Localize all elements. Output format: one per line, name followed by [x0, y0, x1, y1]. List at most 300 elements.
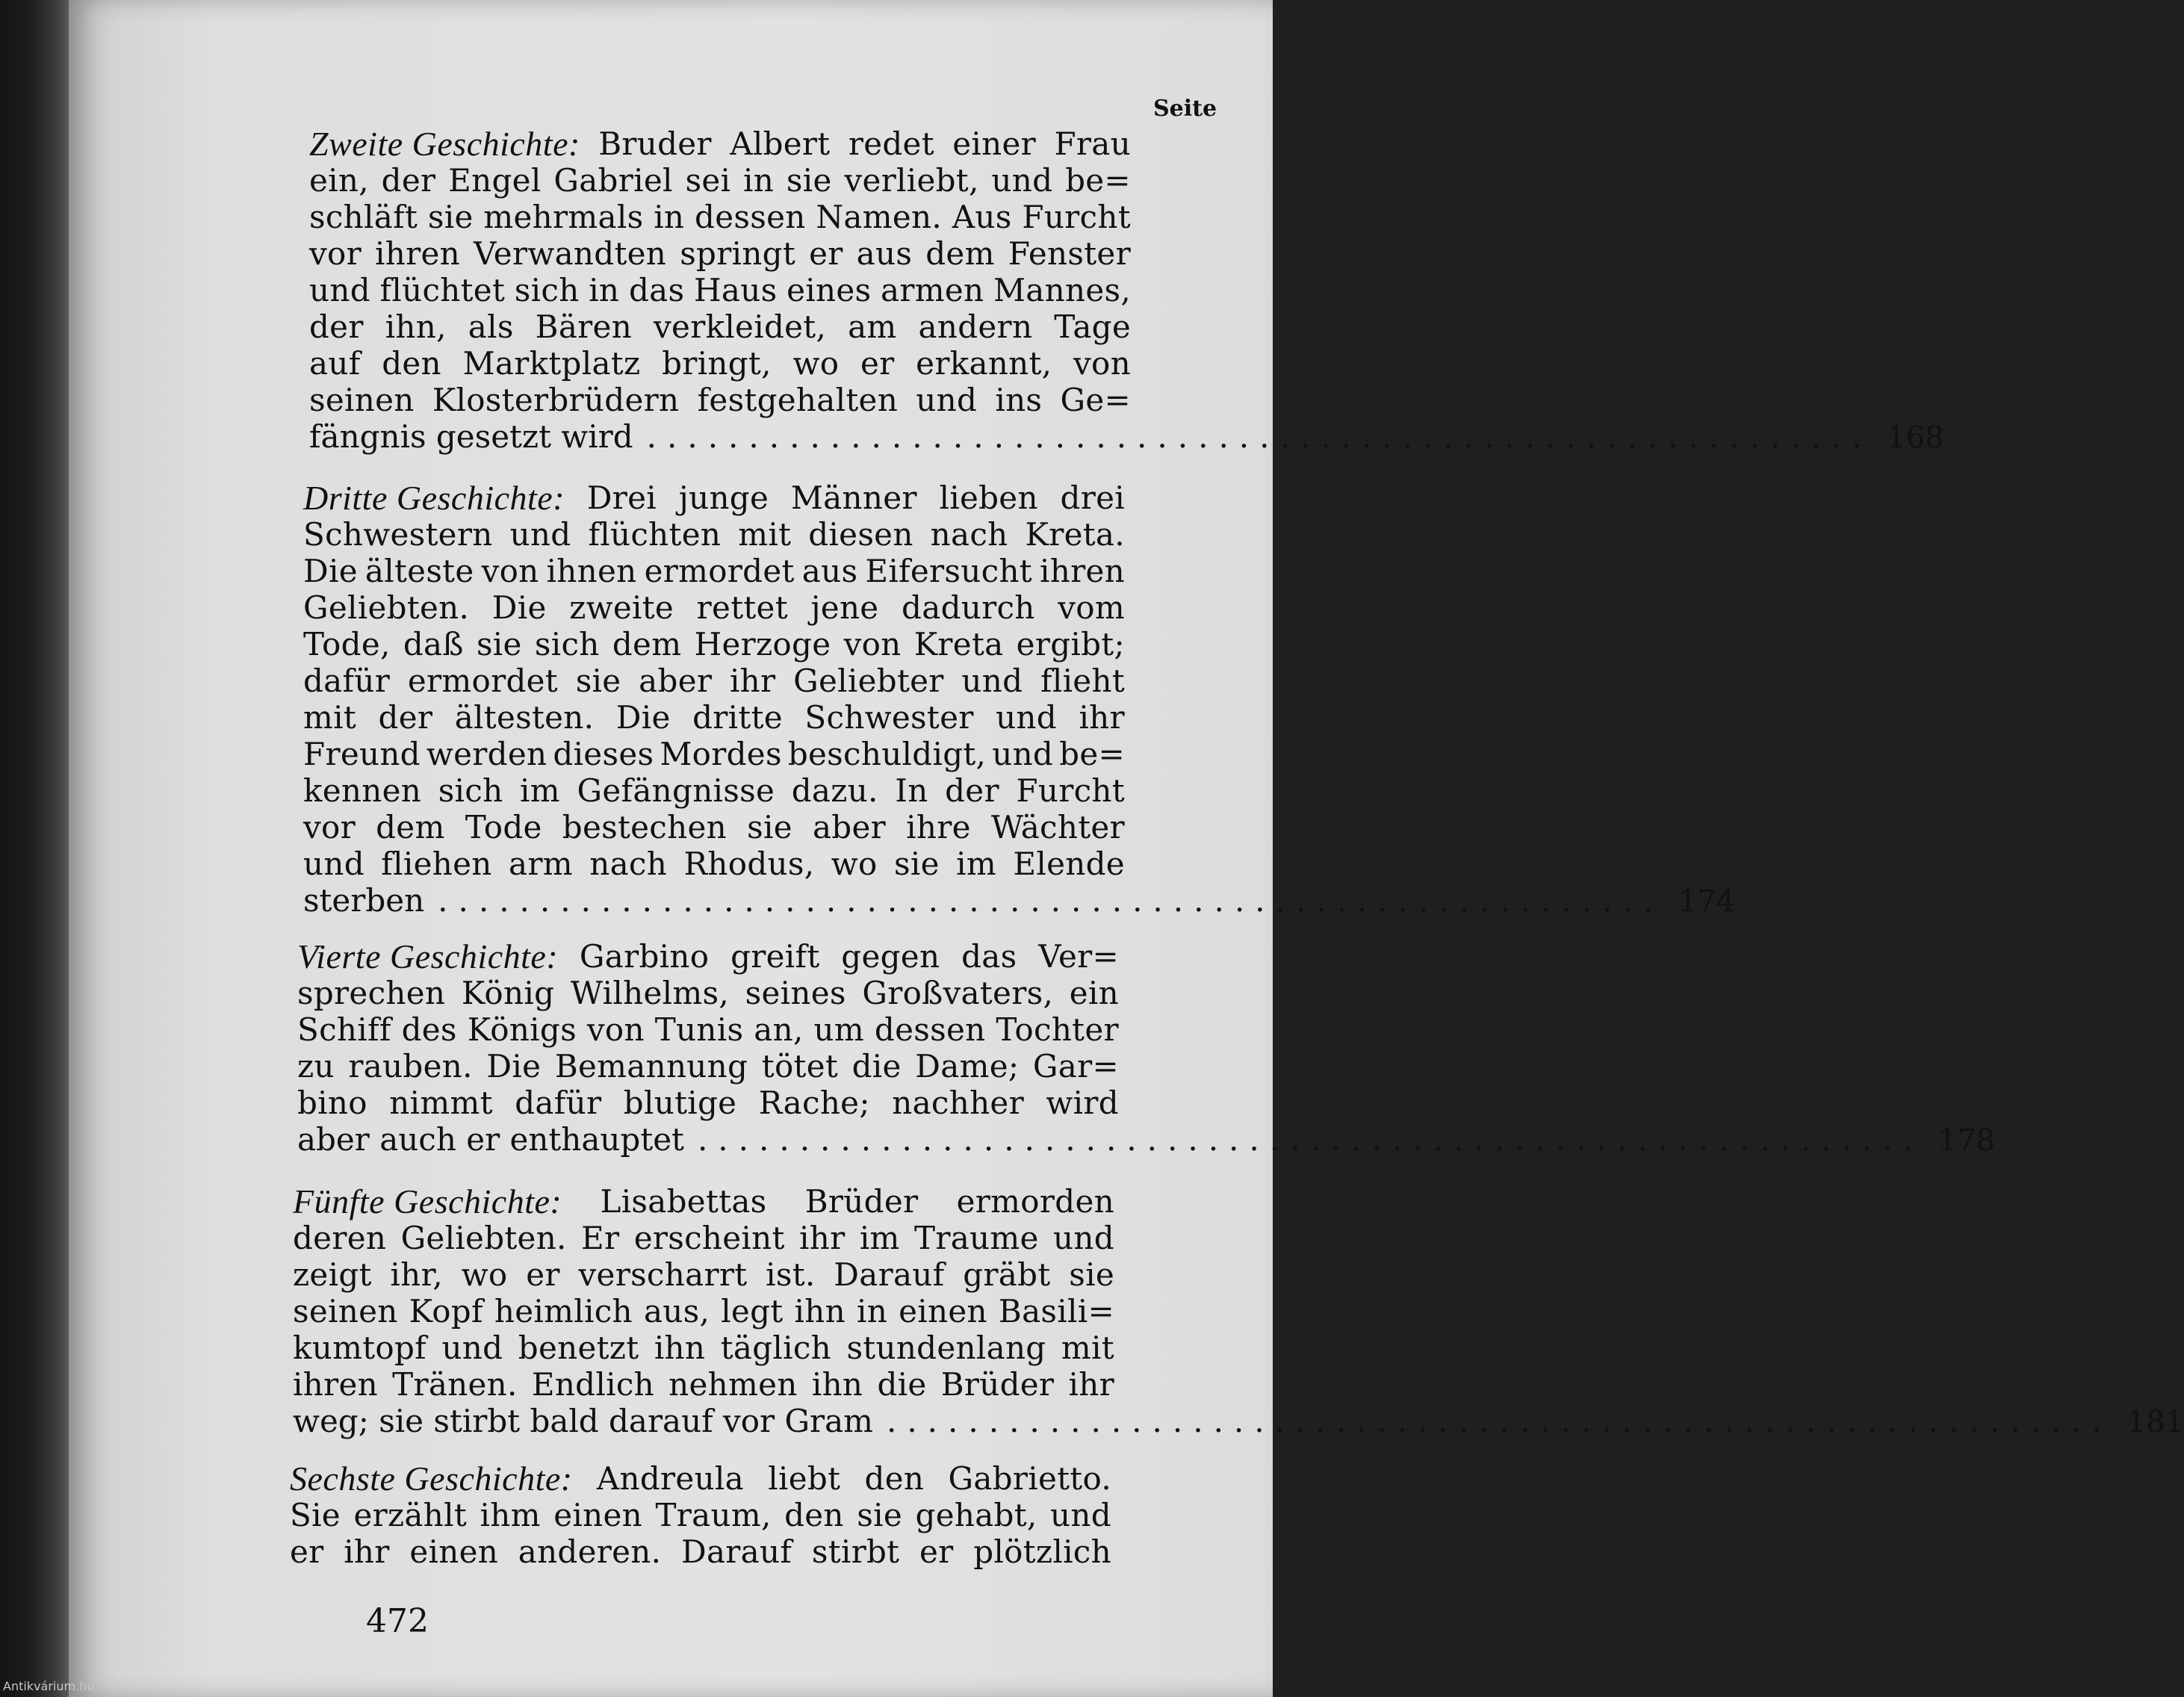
toc-entry-line: [303, 699, 1125, 736]
toc-word: bino: [297, 1085, 367, 1121]
toc-word: springt: [680, 235, 796, 272]
toc-word: bringt,: [662, 345, 772, 382]
toc-word: Mannes,: [993, 272, 1131, 308]
toc-entry-line: [309, 382, 1131, 418]
toc-word: und: [961, 663, 1023, 699]
toc-word: gräbt: [963, 1256, 1051, 1293]
toc-word: aber: [639, 663, 713, 699]
toc-word: stundenlang: [846, 1330, 1046, 1366]
toc-word: nach: [589, 846, 668, 882]
toc-word: auf: [309, 345, 361, 382]
toc-word: Engel: [448, 162, 542, 199]
toc-word: sprechen: [297, 975, 446, 1011]
toc-word: ihr: [1079, 699, 1125, 736]
toc-entry: [293, 1182, 2184, 1439]
toc-word: Wächter: [990, 809, 1125, 846]
toc-entry-last-text: fängnis gesetzt wird: [309, 418, 633, 455]
toc-word: erkannt,: [916, 345, 1052, 382]
toc-word: zu: [297, 1048, 335, 1085]
toc-word: ihn,: [385, 308, 447, 345]
toc-word: sich: [534, 626, 600, 663]
toc-word: und: [309, 272, 370, 308]
toc-word: Königs: [467, 1011, 577, 1048]
toc-word: Mordes: [660, 736, 782, 772]
toc-entry: [309, 125, 1944, 455]
toc-word: flüchten: [588, 516, 722, 553]
toc-word: die: [877, 1366, 927, 1403]
toc-word: Schwestern: [303, 516, 493, 553]
toc-word: Elende: [1013, 846, 1125, 882]
toc-word: sie: [894, 846, 940, 882]
toc-entry-first-line: [293, 1183, 1114, 1220]
toc-word: Kreta.: [1025, 516, 1125, 553]
toc-word: Rache;: [758, 1085, 870, 1121]
toc-word: Geliebten.: [303, 589, 470, 626]
toc-word: In: [895, 772, 928, 809]
toc-word: Klosterbrüdern: [432, 382, 680, 418]
toc-entry-first-line: [290, 1460, 1111, 1497]
toc-entry-heading: Vierte Geschichte:: [297, 937, 559, 975]
toc-word: Die: [615, 699, 671, 736]
toc-word: Furcht: [1016, 772, 1125, 809]
toc-word: er: [919, 1533, 954, 1570]
toc-word: im: [956, 846, 997, 882]
toc-entry-line: [303, 663, 1125, 699]
toc-entry-heading: Sechste Geschichte:: [290, 1459, 573, 1498]
toc-word: Verwandten: [474, 235, 667, 272]
toc-word: benetzt: [518, 1330, 639, 1366]
page-number: 472: [366, 1602, 429, 1640]
toc-word: verkleidet,: [654, 308, 827, 345]
toc-word: kennen: [303, 772, 422, 809]
toc-word: wo: [461, 1256, 508, 1293]
toc-word: jene: [810, 589, 879, 626]
toc-word: ihr,: [390, 1256, 443, 1293]
toc-word: dafür: [515, 1085, 602, 1121]
toc-word: Tode,: [303, 626, 391, 663]
toc-word: ihren: [1040, 553, 1125, 589]
toc-word: der: [309, 308, 364, 345]
toc-word: Garbino: [579, 938, 710, 975]
toc-word: einen: [553, 1497, 642, 1533]
toc-entry-last-line: [303, 882, 1736, 919]
toc-entry-last-text: weg; sie stirbt bald darauf vor Gram: [293, 1403, 873, 1439]
toc-word: vom: [1058, 589, 1125, 626]
toc-word: fliehen: [381, 846, 492, 882]
dot-leader: ............................................................: [646, 418, 1873, 455]
toc-word: von: [481, 553, 539, 589]
toc-word: diesen: [808, 516, 913, 553]
toc-word: und: [992, 736, 1054, 772]
toc-entry-line: [309, 345, 1131, 382]
toc-word: drei: [1060, 480, 1125, 516]
toc-word: aus,: [643, 1293, 710, 1330]
toc-word: Haus: [693, 272, 778, 308]
toc-entry-line: [290, 1533, 1111, 1570]
dot-leader: ............................................................: [697, 1121, 1923, 1158]
toc-word: im: [859, 1220, 900, 1256]
toc-word: er: [290, 1533, 324, 1570]
toc-word: Kopf: [409, 1293, 483, 1330]
toc-word: sie: [1069, 1256, 1114, 1293]
seite-column-label: Seite: [1153, 96, 1217, 122]
toc-word: festgehalten: [697, 382, 899, 418]
toc-word: aus: [801, 553, 858, 589]
toc-word: Lisabettas: [600, 1183, 767, 1220]
toc-word: sie: [747, 809, 792, 846]
toc-word: täglich: [720, 1330, 832, 1366]
toc-word: Schwester: [804, 699, 974, 736]
toc-word: flüchtet: [379, 272, 506, 308]
toc-word: wo: [831, 846, 878, 882]
toc-word: an,: [754, 1011, 804, 1048]
toc-word: gegen: [841, 938, 940, 975]
toc-entry-line: [303, 772, 1125, 809]
toc-entry-line: [309, 235, 1131, 272]
toc-word: wird: [1046, 1085, 1119, 1121]
toc-page-number: 174: [1678, 884, 1736, 919]
toc-word: und: [996, 699, 1057, 736]
toc-word: Dame;: [915, 1048, 1020, 1085]
toc-word: ihr: [1068, 1366, 1114, 1403]
toc-word: sie: [857, 1497, 903, 1533]
toc-word: dadurch: [902, 589, 1035, 626]
toc-word: kumtopf: [293, 1330, 427, 1366]
toc-word: Tochter: [996, 1011, 1119, 1048]
toc-entry-first-line: [303, 480, 1125, 516]
toc-word: Gefängnisse: [577, 772, 775, 809]
toc-word: Eifersucht: [865, 553, 1032, 589]
toc-entry-line: [293, 1330, 1114, 1366]
toc-entry: [303, 479, 1736, 919]
toc-word: das: [961, 938, 1017, 975]
toc-word: aber: [812, 809, 887, 846]
toc-word: mit: [303, 699, 357, 736]
watermark-text: Antikvárium.hu: [3, 1679, 95, 1693]
toc-entry-line: [309, 272, 1131, 308]
toc-word: legt: [721, 1293, 784, 1330]
toc-word: dem: [376, 809, 445, 846]
toc-entry: [297, 937, 1995, 1158]
toc-word: ihr: [729, 663, 776, 699]
dot-leader: ............................................................: [438, 882, 1664, 919]
toc-entry-line: [309, 308, 1131, 345]
toc-word: und: [1050, 1497, 1111, 1533]
toc-word: als: [468, 308, 514, 345]
toc-word: verliebt,: [844, 162, 979, 199]
toc-word: Gabriel: [553, 162, 673, 199]
toc-word: und: [1053, 1220, 1114, 1256]
toc-word: ein,: [309, 162, 369, 199]
toc-word: in: [589, 272, 620, 308]
toc-word: beschuldigt,: [787, 736, 987, 772]
toc-word: in: [654, 199, 685, 235]
toc-word: und: [303, 846, 364, 882]
toc-word: er: [860, 345, 895, 382]
toc-entry-line: [293, 1256, 1114, 1293]
toc-word: und: [991, 162, 1053, 199]
toc-word: und: [916, 382, 978, 418]
toc-word: ein: [1069, 975, 1119, 1011]
toc-word: Die: [491, 589, 547, 626]
toc-word: dazu.: [791, 772, 878, 809]
toc-entry-line: [309, 199, 1131, 235]
toc-word: Darauf: [680, 1533, 792, 1570]
toc-word: plötzlich: [973, 1533, 1111, 1570]
toc-word: Geliebten.: [400, 1220, 567, 1256]
toc-word: Albert: [730, 125, 831, 162]
toc-entry-line: [309, 162, 1131, 199]
toc-word: vor: [303, 809, 356, 846]
toc-word: Drei: [586, 480, 657, 516]
toc-entry-last-line: [297, 1121, 1995, 1158]
book-spine-shadow: [0, 0, 69, 1697]
toc-word: ihren: [375, 235, 460, 272]
toc-word: dem: [925, 235, 995, 272]
toc-word: ist.: [766, 1256, 816, 1293]
toc-word: von: [843, 626, 902, 663]
toc-word: ihr: [799, 1220, 846, 1256]
toc-word: Die: [303, 553, 358, 589]
toc-word: dessen: [874, 1011, 986, 1048]
toc-word: dafür: [303, 663, 391, 699]
toc-entry: [290, 1460, 1111, 1570]
toc-entry-heading: Dritte Geschichte:: [303, 479, 565, 517]
toc-word: dieses: [553, 736, 654, 772]
toc-word: um: [813, 1011, 864, 1048]
toc-word: Frau: [1054, 125, 1131, 162]
toc-word: Brüder: [940, 1366, 1055, 1403]
toc-word: das: [628, 272, 685, 308]
toc-word: Ge=: [1060, 382, 1131, 418]
toc-word: Die: [486, 1048, 542, 1085]
toc-word: Bemannung: [554, 1048, 748, 1085]
toc-word: ergibt;: [1016, 626, 1125, 663]
toc-word: die: [851, 1048, 902, 1085]
toc-word: sei: [685, 162, 731, 199]
toc-word: Männer: [790, 480, 917, 516]
toc-entry-line: [297, 975, 1119, 1011]
toc-word: Schiff: [297, 1011, 391, 1048]
toc-word: von: [586, 1011, 645, 1048]
toc-word: sie: [575, 663, 621, 699]
toc-entry-line: [303, 809, 1125, 846]
toc-entry-line: [293, 1220, 1114, 1256]
toc-entry-last-text: sterben: [303, 882, 425, 919]
toc-word: Tunis: [654, 1011, 744, 1048]
toc-word: Kreta: [913, 626, 1004, 663]
toc-word: sich: [438, 772, 503, 809]
toc-word: heimlich: [494, 1293, 633, 1330]
toc-word: in: [856, 1293, 888, 1330]
toc-word: seinen: [309, 382, 415, 418]
toc-word: Er: [581, 1220, 620, 1256]
toc-word: ihre: [906, 809, 971, 846]
toc-word: Sie: [290, 1497, 341, 1533]
toc-word: Andreula: [596, 1460, 744, 1497]
toc-entry-line: [290, 1497, 1111, 1533]
toc-word: rettet: [696, 589, 788, 626]
toc-word: Brüder: [804, 1183, 919, 1220]
toc-word: einer: [952, 125, 1037, 162]
toc-word: Marktplatz: [462, 345, 641, 382]
toc-entry-line: [303, 553, 1125, 589]
toc-word: anderen.: [518, 1533, 662, 1570]
toc-word: stirbt: [811, 1533, 900, 1570]
toc-word: den: [382, 345, 441, 382]
toc-word: tötet: [761, 1048, 839, 1085]
toc-entry-last-text: aber auch er enthauptet: [297, 1121, 684, 1158]
toc-word: ins: [995, 382, 1043, 418]
toc-word: des: [401, 1011, 457, 1048]
toc-word: ihnen: [546, 553, 637, 589]
toc-word: den: [784, 1497, 844, 1533]
toc-word: verscharrt: [578, 1256, 748, 1293]
toc-word: ihn: [811, 1366, 863, 1403]
toc-word: werden: [426, 736, 547, 772]
toc-word: ihn: [794, 1293, 846, 1330]
toc-word: ihr: [344, 1533, 390, 1570]
toc-word: Darauf: [834, 1256, 945, 1293]
toc-word: mit: [1061, 1330, 1114, 1366]
toc-entry-line: [293, 1293, 1114, 1330]
toc-word: Geliebter: [793, 663, 944, 699]
toc-word: nachher: [892, 1085, 1024, 1121]
toc-word: gehabt,: [915, 1497, 1037, 1533]
toc-entry-line: [297, 1011, 1119, 1048]
toc-word: ermorden: [956, 1183, 1114, 1220]
toc-word: Basili=: [998, 1293, 1114, 1330]
toc-word: seines: [745, 975, 846, 1011]
toc-word: Großvaters,: [862, 975, 1054, 1011]
toc-word: er: [809, 235, 843, 272]
toc-word: daß: [403, 626, 464, 663]
toc-word: Furcht: [1022, 199, 1131, 235]
toc-word: ihn: [654, 1330, 706, 1366]
toc-entry-line: [303, 589, 1125, 626]
toc-word: dem: [612, 626, 682, 663]
toc-word: Tode: [465, 809, 542, 846]
toc-entry-line: [297, 1085, 1119, 1121]
toc-word: redet: [848, 125, 934, 162]
toc-word: König: [461, 975, 555, 1011]
toc-word: zeigt: [293, 1256, 372, 1293]
toc-word: im: [520, 772, 560, 809]
toc-word: erzählt: [353, 1497, 468, 1533]
dot-leader: ............................................................: [886, 1403, 2113, 1439]
toc-entry-last-line: [309, 418, 1944, 455]
toc-page-number: 181: [2126, 1405, 2184, 1439]
toc-word: sie: [427, 199, 474, 235]
toc-word: eines: [787, 272, 872, 308]
toc-word: Traume: [914, 1220, 1039, 1256]
toc-word: mit: [738, 516, 792, 553]
toc-word: dritte: [692, 699, 783, 736]
toc-word: zweite: [569, 589, 674, 626]
toc-word: ermordet: [407, 663, 558, 699]
toc-word: flieht: [1040, 663, 1125, 699]
toc-word: sie: [786, 162, 832, 199]
toc-entry-line: [303, 736, 1125, 772]
toc-word: armen: [880, 272, 984, 308]
toc-entry-line: [303, 516, 1125, 553]
toc-entry-line: [303, 626, 1125, 663]
toc-entry-line: [293, 1366, 1114, 1403]
toc-word: arm: [509, 846, 573, 882]
toc-word: Herzoge: [694, 626, 831, 663]
toc-word: ihm: [480, 1497, 541, 1533]
toc-word: dessen: [695, 199, 806, 235]
toc-word: wo: [792, 345, 840, 382]
toc-entry-heading: Zweite Geschichte:: [309, 125, 580, 163]
toc-word: und: [441, 1330, 503, 1366]
toc-word: andern: [918, 308, 1033, 345]
toc-word: deren: [293, 1220, 387, 1256]
toc-word: Tage: [1054, 308, 1131, 345]
toc-word: Traum,: [655, 1497, 772, 1533]
toc-word: sich: [514, 272, 580, 308]
toc-word: nimmt: [389, 1085, 493, 1121]
toc-word: seinen: [293, 1293, 398, 1330]
toc-word: be=: [1059, 736, 1125, 772]
toc-word: und: [509, 516, 571, 553]
toc-word: lieben: [939, 480, 1038, 516]
toc-word: Namen.: [816, 199, 943, 235]
toc-word: Tränen.: [392, 1366, 518, 1403]
toc-word: greift: [730, 938, 820, 975]
toc-word: mehrmals: [483, 199, 644, 235]
toc-word: rauben.: [348, 1048, 473, 1085]
toc-word: Fenster: [1008, 235, 1131, 272]
toc-word: er: [526, 1256, 560, 1293]
toc-word: einen: [409, 1533, 499, 1570]
toc-word: der: [381, 162, 436, 199]
toc-word: nach: [930, 516, 1008, 553]
toc-entry-first-line: [297, 938, 1119, 975]
toc-entry-line: [297, 1048, 1119, 1085]
toc-word: schläft: [309, 199, 418, 235]
toc-word: liebt: [768, 1460, 841, 1497]
toc-word: in: [743, 162, 775, 199]
toc-word: junge: [678, 480, 769, 516]
book-page: [69, 0, 2184, 1697]
toc-word: ihren: [293, 1366, 378, 1403]
toc-word: Wilhelms,: [570, 975, 729, 1011]
toc-word: älteste: [364, 553, 474, 589]
toc-word: von: [1073, 345, 1131, 382]
toc-word: bestechen: [562, 809, 727, 846]
toc-page-number: 168: [1887, 421, 1944, 455]
toc-entry-last-line: [293, 1403, 2184, 1439]
toc-word: am: [848, 308, 897, 345]
toc-word: Bruder: [598, 125, 712, 162]
toc-word: einen: [899, 1293, 987, 1330]
toc-word: aus: [856, 235, 913, 272]
toc-word: ermordet: [644, 553, 795, 589]
toc-page-number: 178: [1938, 1123, 1995, 1158]
toc-word: Gar=: [1032, 1048, 1119, 1085]
toc-word: Gabrietto.: [948, 1460, 1111, 1497]
toc-entry-first-line: [309, 125, 1131, 162]
toc-word: vor: [309, 235, 362, 272]
toc-word: nehmen: [668, 1366, 798, 1403]
toc-word: Freund: [303, 736, 421, 772]
toc-entry-heading: Fünfte Geschichte:: [293, 1182, 562, 1220]
toc-word: be=: [1065, 162, 1131, 199]
toc-word: Rhodus,: [683, 846, 815, 882]
toc-word: Bären: [535, 308, 633, 345]
toc-word: erscheint: [633, 1220, 785, 1256]
